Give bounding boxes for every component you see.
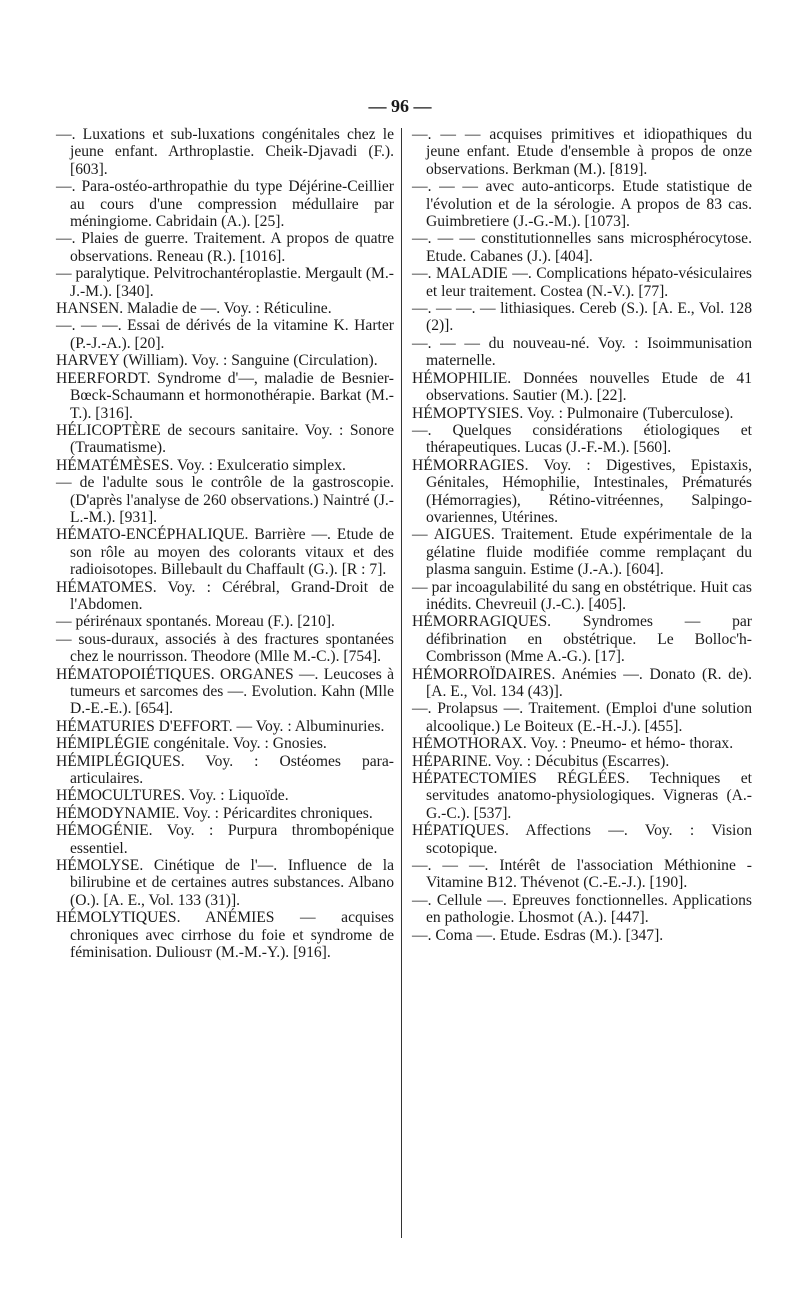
- index-entry: —. Luxations et sub-luxations congénitales chez le jeune enfant. Arthroplastie. Cheik-Djavadi (F.). [603].: [56, 126, 394, 178]
- index-entry: — par incoagulabilité du sang en obstétrique. Huit cas inédits. Chevreuil (J.-C.). [405].: [412, 578, 752, 613]
- index-entry: —. — — du nouveau-né. Voy. : Isoimmunisation maternelle.: [412, 334, 752, 370]
- index-entry: HÉMATOPOIÉTIQUES. ORGANES —. Leucoses à tumeurs et sarcomes des —. Evolution. Kahn (Mlle D.-E.-E.). [654].: [56, 665, 394, 718]
- index-entry: —. — —. Intérêt de l'association Méthionine - Vitamine B12. Thévenot (C.-E.-J.). [190].: [412, 857, 752, 892]
- index-entry: — sous-duraux, associés à des fractures spontanées chez le nourrisson. Theodore (Mlle M.-C.). [754].: [56, 630, 394, 666]
- index-entry: — paralytique. Pelvitrochantéroplastie. Mergault (M.-J.-M.). [340].: [56, 265, 394, 300]
- page-number: — 96 —: [368, 96, 432, 116]
- index-entry: — périrénaux spontanés. Moreau (F.). [210].: [56, 613, 335, 631]
- index-entry: HÉLICOPTÈRE de secours sanitaire. Voy. : Sonore (Traumatisme).: [56, 421, 394, 457]
- index-entry: HANSEN. Maladie de —. Voy. : Réticuline.: [56, 300, 332, 318]
- index-entry: —. Para-ostéo-arthropathie du type Déjérine-Ceillier au cours d'une compression médullaire par méningiome. Cabridain (A.). [25].: [56, 178, 394, 231]
- index-entry: HÉPATIQUES. Affections —. Voy. : Vision scotopique.: [412, 822, 752, 857]
- index-entry: HARVEY (William). Voy. : Sanguine (Circulation).: [56, 352, 378, 370]
- index-entry: HÉMOGÉNIE. Voy. : Purpura thrombopénique essentiel.: [56, 822, 394, 857]
- index-entry: HÉMOTHORAX. Voy. : Pneumo- et hémo- thorax.: [412, 735, 734, 753]
- index-entry: HÉMIPLÉGIE congénitale. Voy. : Gnosies.: [56, 735, 327, 753]
- index-entry: —. Cellule —. Epreuves fonctionnelles. Applications en pathologie. Lhosmot (A.). [447].: [412, 891, 752, 927]
- index-entry: HÉMOLYTIQUES. ANÉMIES — acquises chroniques avec cirrhose du foie et syndrome de féminisation. Duliousт (M.-M.-Y.). [916].: [56, 909, 394, 962]
- index-entry: —. Prolapsus —. Traitement. (Emploi d'une solution alcoolique.) Le Boiteux (E.-H.-J.). [455].: [412, 700, 752, 735]
- index-entry: —. — — constitutionnelles sans microsphérocytose. Etude. Cabanes (J.). [404].: [412, 230, 752, 265]
- index-entry: —. — — avec auto-anticorps. Etude statistique de l'évolution et de la sérologie. A propos de 83 cas. Guimbretiere (J.-G.-M.). [1073].: [412, 178, 752, 231]
- index-entry: HÉMATÉMÈSES. Voy. : Exulceratio simplex.: [56, 456, 346, 474]
- index-entry: —. — —. — lithiasiques. Cereb (S.). [A. E., Vol. 128 (2)].: [412, 300, 752, 335]
- index-entry: —. — —. Essai de dérivés de la vitamine K. Harter (P.-J.-A.). [20].: [56, 317, 394, 352]
- left-column: [56, 126, 394, 962]
- index-entry: —. MALADIE —. Complications hépato-vésiculaires et leur traitement. Costea (N.-V.). [77].: [412, 265, 752, 300]
- index-entry: —. Quelques considérations étiologiques et thérapeutiques. Lucas (J.-F.-M.). [560].: [412, 421, 752, 457]
- right-column: [412, 126, 752, 944]
- index-entry: —. — — acquises primitives et idiopathiques du jeune enfant. Etude d'ensemble à propos de onze observations. Berkman (M.). [819].: [412, 126, 752, 178]
- index-entry: HÉMORRAGIQUES. Syndromes — par défibrination en obstétrique. Le Bolloc'h-Combrisson (Mme A.-G.). [17].: [412, 613, 752, 666]
- index-entry: HÉMOPTYSIES. Voy. : Pulmonaire (Tuberculose).: [412, 404, 734, 422]
- index-entry: HÉMORROÏDAIRES. Anémies —. Donato (R. de). [A. E., Vol. 134 (43)].: [412, 665, 752, 700]
- index-entry: HEERFORDT. Syndrome d'—, maladie de Besnier-Bœck-Schaumann et hormonothérapie. Barkat (M.-T.). [316].: [56, 369, 394, 422]
- index-entry: HÉPARINE. Voy. : Décubitus (Escarres).: [412, 752, 670, 770]
- index-entry: HÉPATECTOMIES RÉGLÉES. Techniques et servitudes anatomo-physiologiques. Vigneras (A.-G.-C.). [537].: [412, 770, 752, 822]
- index-entry: HÉMATOMES. Voy. : Cérébral, Grand-Droit de l'Abdomen.: [56, 578, 394, 613]
- index-entry: HÉMIPLÉGIQUES. Voy. : Ostéomes para-articulaires.: [56, 752, 394, 788]
- index-entry: HÉMOPHILIE. Données nouvelles Etude de 41 observations. Sautier (M.). [22].: [412, 369, 752, 405]
- index-entry: — de l'adulte sous le contrôle de la gastroscopie. (D'après l'analyse de 260 observations.) Naintré (J.-L.-M.). [931].: [56, 474, 394, 526]
- index-entry: —. Plaies de guerre. Traitement. A propos de quatre observations. Reneau (R.). [1016].: [56, 230, 394, 265]
- column-divider: [401, 128, 402, 1238]
- index-entry: HÉMOLYSE. Cinétique de l'—. Influence de la bilirubine et de certaines autres substances. Albano (O.). [A. E., Vol. 133 (31)].: [56, 857, 394, 909]
- index-entry: HÉMATO-ENCÉPHALIQUE. Barrière —. Etude de son rôle au moyen des colorants vitaux et des radioisotopes. Billebault du Chaffault (G.). [R : 7].: [56, 526, 394, 579]
- index-entry: HÉMOCULTURES. Voy. : Liquoïde.: [56, 787, 289, 805]
- index-entry: — AIGUES. Traitement. Etude expérimentale de la gélatine fluide modifiée comme remplaçant du plasma sanguin. Estime (J.-A.). [604].: [412, 526, 752, 579]
- index-entry: HÉMODYNAMIE. Voy. : Péricardites chroniques.: [56, 804, 373, 822]
- index-entry: —. Coma —. Etude. Esdras (M.). [347].: [412, 926, 664, 944]
- index-entry: HÉMATURIES D'EFFORT. — Voy. : Albuminuries.: [56, 717, 385, 735]
- index-entry: HÉMORRAGIES. Voy. : Digestives, Epistaxis, Génitales, Hémophilie, Intestinales, Prématurés (Hémorragies), Rétino-vitréennes, Salpingo-ovariennes, Utérines.: [412, 456, 752, 526]
